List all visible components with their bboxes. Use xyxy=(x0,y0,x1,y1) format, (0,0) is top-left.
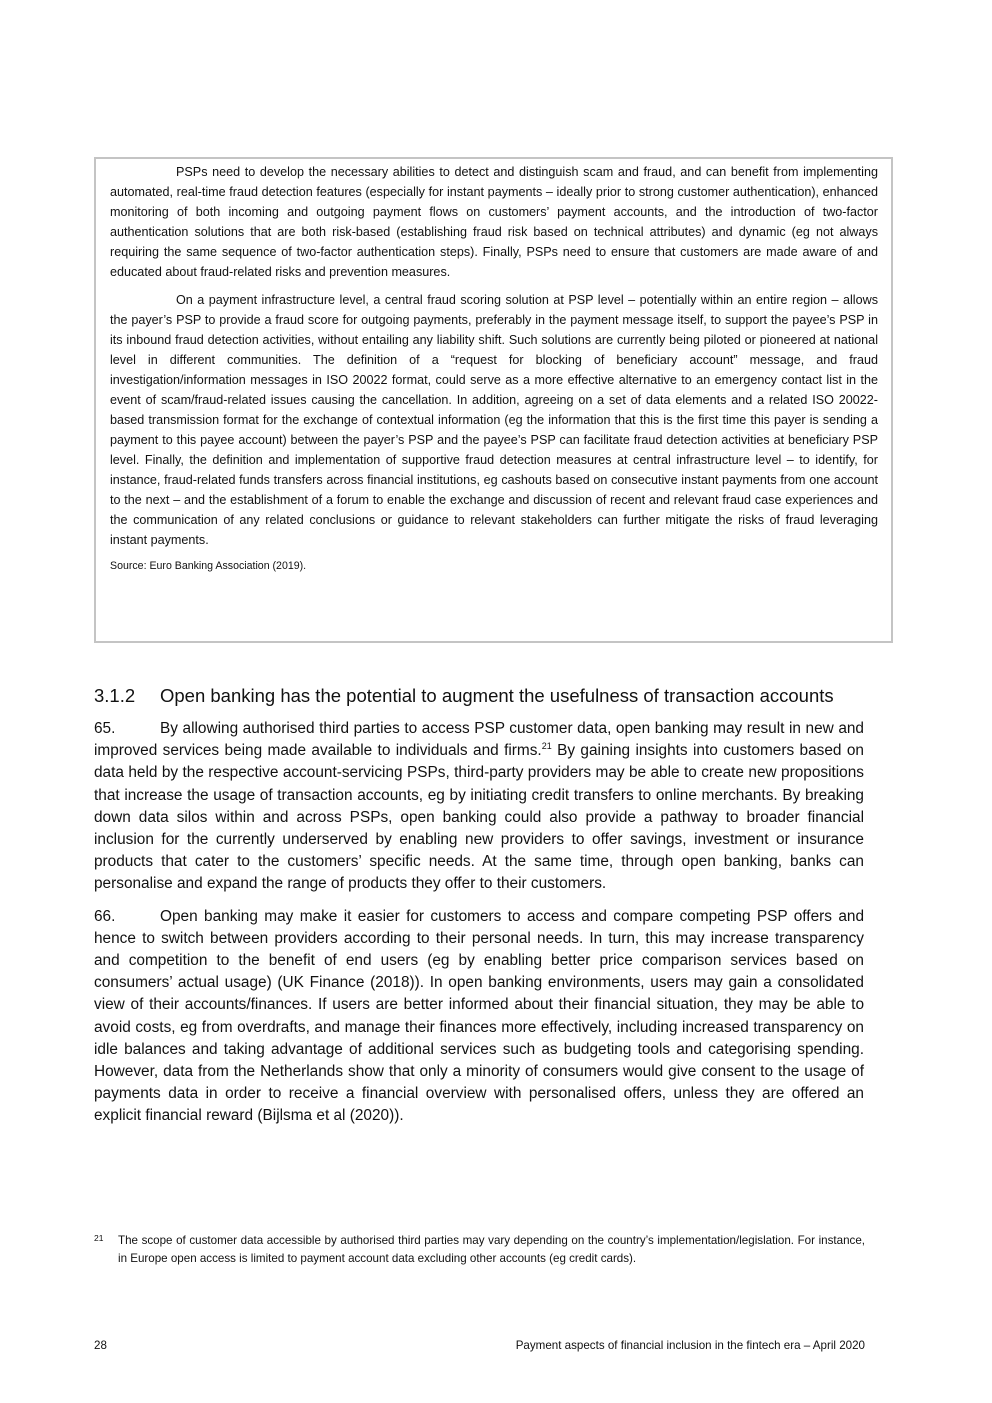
paragraph-number: 65. xyxy=(94,720,116,737)
paragraph-text: By allowing authorised third parties to access PSP customer data, open banking may result in new and improved services being made available to individuals and firms. xyxy=(94,720,864,760)
paragraph-66 xyxy=(94,906,864,1128)
box-paragraph-2: On a payment infrastructure level, a central fraud scoring solution at PSP level – potentially within an entire region – allows the payer’s PSP to provide a fraud score for outgoing payments, preferably in the payment message itself, to support the payee’s PSP in its inbound fraud detection activities, without entailing any liability shift. Such solutions are currently being piloted or pioneered at national level in different communities. The definition of a “request for blocking of beneficiary account” message, and fraud investigation/information messages in ISO 20022 format, could serve as a more effective alternative to an emergency contact list in the event of scam/fraud-related issues causing the cancellation. In addition, agreeing on a set of data elements and a related ISO 20022-based transmission format for the exchange of contextual information (eg the information that this is the first time this payer is sending a payment to this payee account) between the payer’s PSP and the payee’s PSP can facilitate fraud detection activities at beneficiary PSP level. Finally, the definition and implementation of supportive fraud detection measures at central infrastructure level – to identify, for instance, fraud-related funds transfers across financial institutions, eg cashouts based on consecutive instant payments from one account to the next – and the establishment of a forum to enable the exchange and discussion of recent and relevant fraud case experiences and the communication of any related conclusions or guidance to relevant stakeholders can further mitigate the risks of fraud leveraging instant payments. xyxy=(110,293,878,547)
footnote xyxy=(94,1232,865,1267)
box-paragraph-1: PSPs need to develop the necessary abilities to detect and distinguish scam and fraud, and can benefit from implementing automated, real-time fraud detection features (especially for instant payments – ideally prior to strong customer authentication), enhanced monitoring of both incoming and outgoing payment flows on customers’ payment accounts, and the introduction of two-factor authentication solutions that are both risk-based (establishing fraud risk based on technical attributes) and dynamic (eg not always requiring the same sequence of two-factor authentication steps). Finally, PSPs need to ensure that customers are made aware of and educated about fraud-related risks and prevention measures. xyxy=(110,165,878,279)
box-source: Source: Euro Banking Association (2019). xyxy=(110,560,307,572)
section-number: 3.1.2 xyxy=(94,685,136,706)
section-heading xyxy=(94,683,874,709)
paragraph-65 xyxy=(94,718,864,896)
paragraph-number: 66. xyxy=(94,907,116,925)
page-footer xyxy=(94,1338,865,1354)
fraud-box xyxy=(94,157,893,643)
page-number: 28 xyxy=(94,1339,107,1352)
footnote-mark: 21 xyxy=(94,1233,104,1243)
publication-title: Payment aspects of financial inclusion in the fintech era – April 2020 xyxy=(515,1339,865,1352)
body-text xyxy=(94,718,864,1138)
footnote-ref[interactable]: 21 xyxy=(541,741,552,752)
paragraph-text: Open banking may make it easier for customers to access and compare competing PSP offers and hence to switch between providers according to their personal needs. In turn, this may increase transparency and competition to the benefit of end users (eg by enabling better price comparison services based on consumers’ actual usage) (UK Finance (2018)). In open banking environments, users may gain a consolidated view of their accounts/finances. If users are better informed about their financial situation, they may be able to avoid costs, eg from overdrafts, and manage their finances more effectively, including increased transparency on idle balances and taking advantage of additional services such as budgeting tools and categorising spending. However, data from the Netherlands show that only a minority of consumers would give consent to the usage of payments data in order to receive a financial overview with personalised offers, unless they are offered an explicit financial reward (Bijlsma et al (2020)). xyxy=(94,907,864,1125)
paragraph-text-continued: By gaining insights into customers based on data held by the respective account-servicing PSPs, third-party providers may be able to create new propositions that increase the usage of transaction accounts, eg by initiating credit transfers to online merchants. By breaking down data silos within and across PSPs, open banking could also provide a pathway to broader financial inclusion for the currently underserved by enabling new providers to offer savings, investment or insurance products that cater to the customers’ specific needs. At the same time, through open banking, banks can personalise and expand the range of products they offer to their customers. xyxy=(94,742,864,893)
section-title: Open banking has the potential to augment the usefulness of transaction accounts xyxy=(160,685,834,706)
footnote-text: The scope of customer data accessible by authorised third parties may vary depending on the country’s implementation/legislation. For instance, in Europe open access is limited to payment account data excluding other accounts (eg credit cards). xyxy=(118,1234,865,1265)
